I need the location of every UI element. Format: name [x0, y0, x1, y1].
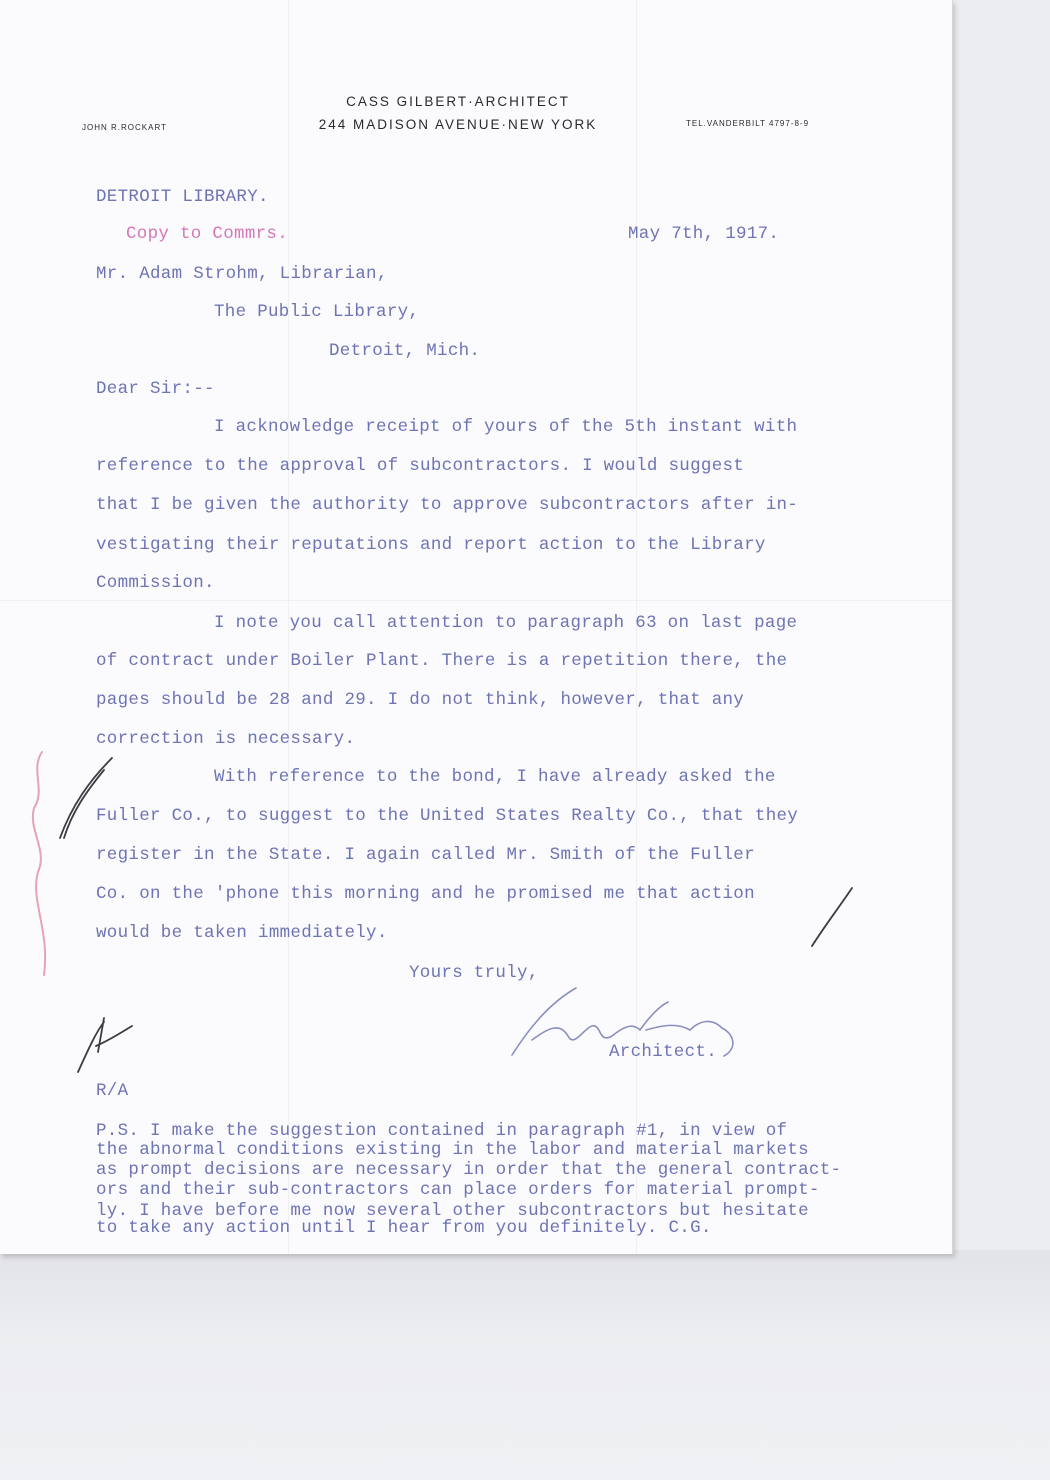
complimentary-close: Yours truly, [409, 963, 539, 983]
recipient-name: Mr. Adam Strohm, Librarian, [96, 264, 388, 284]
body-line: correction is necessary. [96, 729, 356, 749]
letterhead-associate: JOHN R.ROCKART [82, 123, 167, 132]
letterhead-telephone: TEL.VANDERBILT 4797-8-9 [686, 119, 810, 128]
recipient-city: Detroit, Mich. [329, 341, 481, 361]
body-line: Fuller Co., to suggest to the United States Realty Co., that they [96, 806, 799, 826]
postscript-line: ly. I have before me now several other subcontractors but hesitate [96, 1201, 809, 1221]
copy-note: Copy to Commrs. [126, 224, 289, 244]
project-heading: DETROIT LIBRARY. [96, 187, 269, 207]
body-line: Co. on the 'phone this morning and he promised me that action [96, 884, 755, 904]
initials-flourish [78, 1018, 132, 1072]
signer-title: Architect. [609, 1042, 718, 1062]
fold-line [0, 600, 952, 601]
scan-backdrop [0, 1250, 1050, 1480]
body-line: of contract under Boiler Plant. There is a repetition there, the [96, 651, 788, 671]
letter-date: May 7th, 1917. [628, 224, 780, 244]
body-line: vestigating their reputations and report action to the Library [96, 535, 766, 555]
postscript-line: to take any action until I hear from you definitely. C.G. [96, 1218, 712, 1238]
body-line: With reference to the bond, I have already asked the [214, 767, 776, 787]
postscript-line: the abnormal conditions existing in the labor and material markets [96, 1140, 809, 1160]
body-line: reference to the approval of subcontractors. I would suggest [96, 456, 745, 476]
recipient-org: The Public Library, [214, 302, 420, 322]
letterhead-firm: CASS GILBERT·ARCHITECT [346, 94, 570, 109]
letterhead-address: 244 MADISON AVENUE·NEW YORK [318, 117, 598, 132]
body-line: would be taken immediately. [96, 923, 388, 943]
margin-slash-mark [812, 888, 852, 946]
margin-check-mark [60, 758, 112, 838]
body-line: register in the State. I again called Mr. Smith of the Fuller [96, 845, 755, 865]
body-line: I acknowledge receipt of yours of the 5th instant with [214, 417, 798, 437]
salutation: Dear Sir:-- [96, 379, 215, 399]
pink-margin-bracket [33, 752, 45, 975]
postscript-line: ors and their sub-contractors can place orders for material prompt- [96, 1180, 820, 1200]
typist-initials: R/A [96, 1081, 129, 1101]
body-line: Commission. [96, 573, 215, 593]
postscript-line: as prompt decisions are necessary in order that the general contract- [96, 1160, 842, 1180]
body-line: that I be given the authority to approve subcontractors after in- [96, 495, 799, 515]
body-line: I note you call attention to paragraph 63 on last page [214, 613, 798, 633]
body-line: pages should be 28 and 29. I do not think, however, that any [96, 690, 745, 710]
postscript-line: P.S. I make the suggestion contained in paragraph #1, in view of [96, 1121, 788, 1141]
